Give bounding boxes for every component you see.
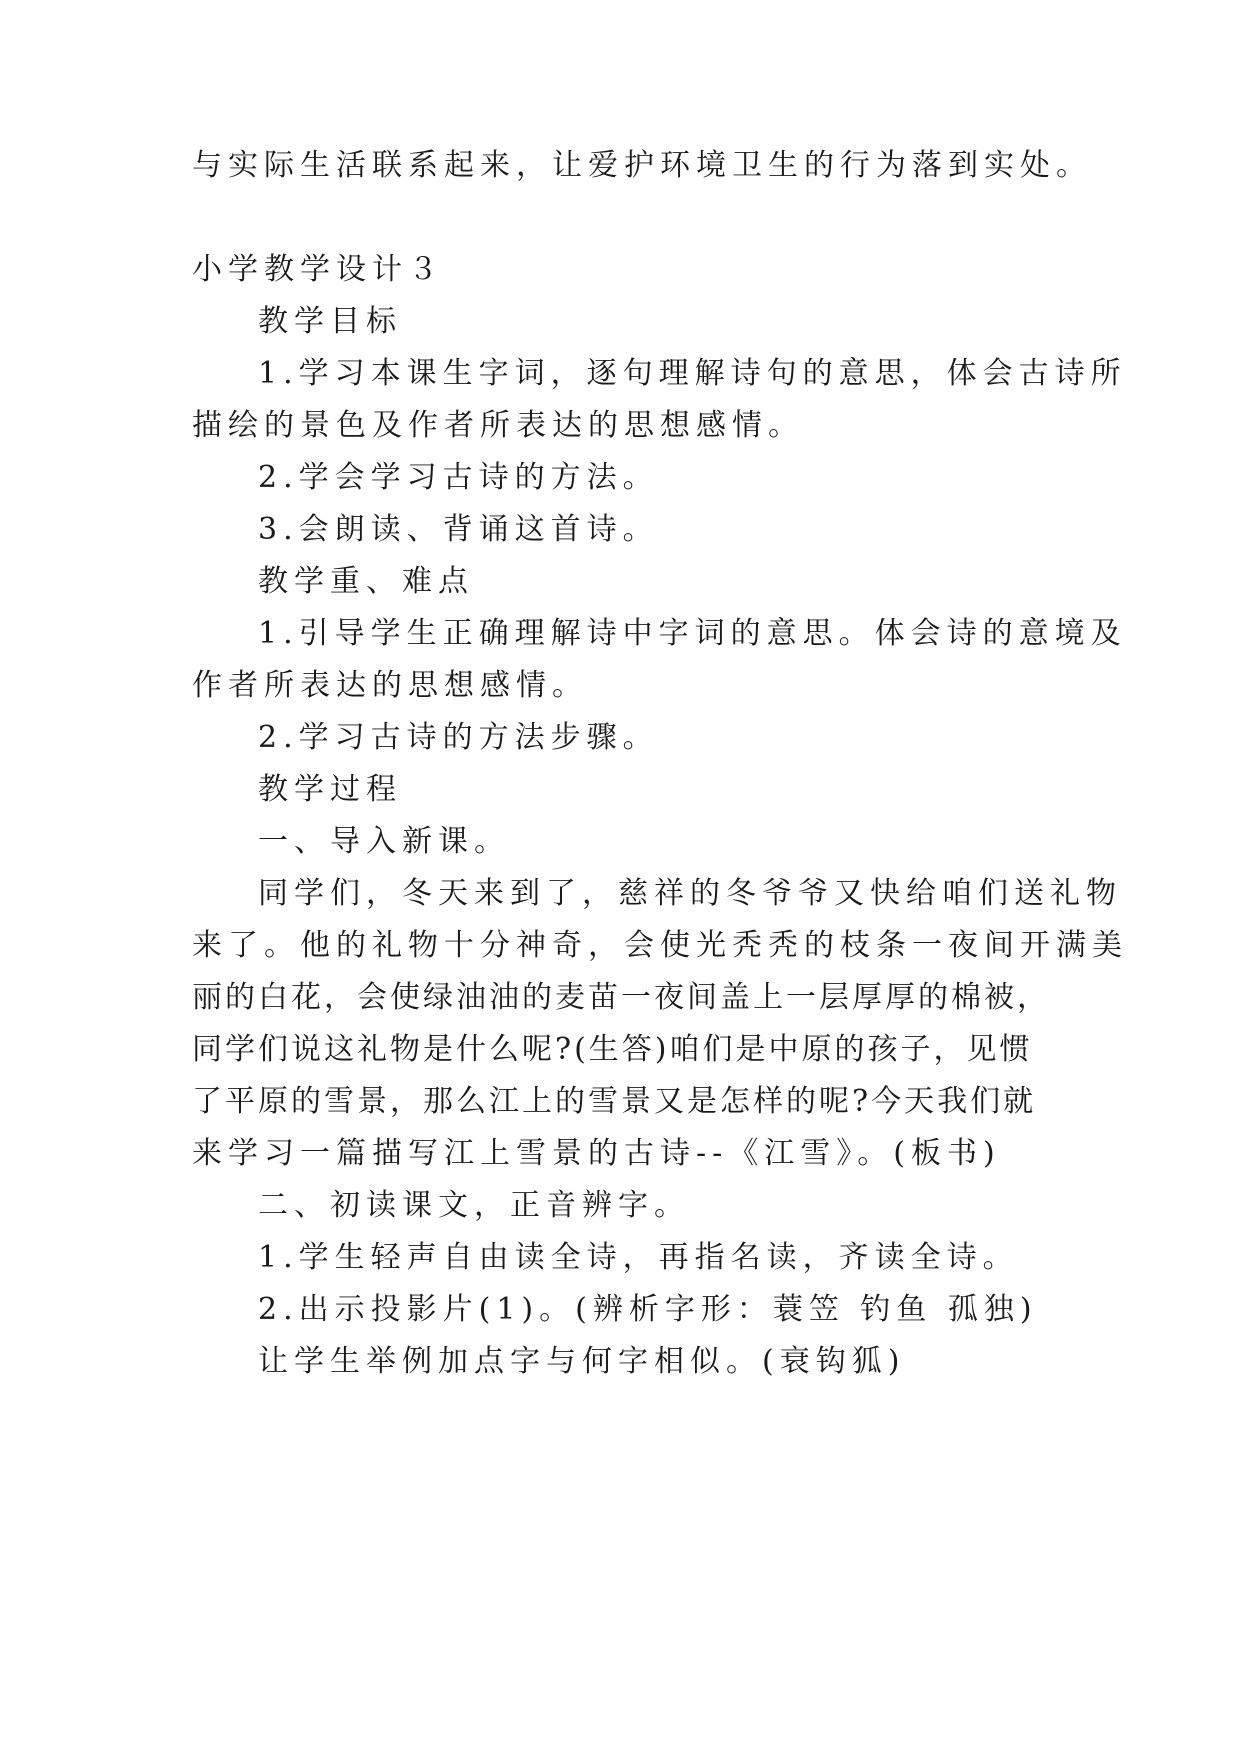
heading-teaching-process: 教学过程 xyxy=(258,772,402,807)
text-line: 来了。他的礼物十分神奇，会使光秃秃的枝条一夜间开满美 xyxy=(192,928,1128,963)
text-line: 描绘的景色及作者所表达的思想感情。 xyxy=(192,408,804,443)
step-heading: 一、导入新课。 xyxy=(258,824,510,859)
text-line-continuation: 与实际生活联系起来，让爱护环境卫生的行为落到实处。 xyxy=(192,148,1092,183)
section-title: 小学教学设计３ xyxy=(192,252,444,287)
text-line: 了平原的雪景，那么江上的雪景又是怎样的呢?今天我们就 xyxy=(192,1084,1037,1119)
text-line: 2.学习古诗的方法步骤。 xyxy=(258,720,659,755)
text-line: 来学习一篇描写江上雪景的古诗--《江雪》。(板书) xyxy=(192,1136,1001,1171)
heading-key-points: 教学重、难点 xyxy=(258,564,474,599)
text-line: 作者所表达的思想感情。 xyxy=(192,668,588,703)
heading-teaching-goals: 教学目标 xyxy=(258,304,402,339)
text-line: 1.学生轻声自由读全诗，再指名读，齐读全诗。 xyxy=(258,1240,1019,1275)
text-line: 同学们说这礼物是什么呢?(生答)咱们是中原的孩子，见惯 xyxy=(192,1032,1033,1067)
text-line: 3.会朗读、背诵这首诗。 xyxy=(258,512,659,547)
step-heading: 二、初读课文，正音辨字。 xyxy=(258,1188,690,1223)
text-line: 让学生举例加点字与何字相似。(衰钩狐) xyxy=(258,1344,906,1379)
text-line: 同学们，冬天来到了，慈祥的冬爷爷又快给咱们送礼物 xyxy=(258,876,1122,911)
text-line: 1.学习本课生字词，逐句理解诗句的意思，体会古诗所 xyxy=(258,356,1127,391)
text-line: 2.出示投影片(1)。(辨析字形：蓑笠 钓鱼 孤独) xyxy=(258,1292,1038,1327)
text-line: 2.学会学习古诗的方法。 xyxy=(258,460,659,495)
text-line: 1.引导学生正确理解诗中字词的意思。体会诗的意境及 xyxy=(258,616,1127,651)
text-line: 丽的白花，会使绿油油的麦苗一夜间盖上一层厚厚的棉被， xyxy=(192,980,1050,1015)
